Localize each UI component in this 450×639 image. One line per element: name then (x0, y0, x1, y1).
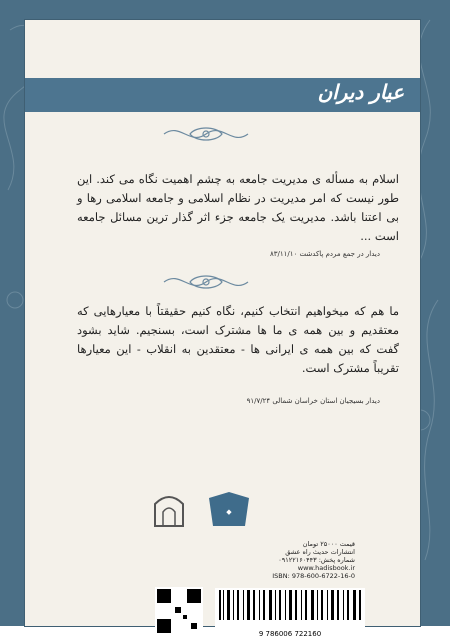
ornament-icon (160, 268, 252, 296)
barcode (215, 588, 365, 636)
publisher-info (235, 540, 355, 580)
distribution-phone: شماره پخش: ۰۹۱۲۲۱۶۰۴۴۳ (278, 556, 355, 564)
price: قیمت ۲۵۰۰۰ تومان (302, 540, 355, 548)
isbn: ISBN: 978-600-6722-16-0 (272, 572, 355, 580)
cover-title: عیار دیران (317, 80, 404, 104)
quote-1 (77, 170, 399, 246)
quote-1-text: اسلام به مسأله ی مدیریت جامعه به چشم اهمیت نگاه می کند. این طور نیست که امر مدیریت در نظام اسلامی و جامعه اسلامی رها و بی اعتنا باشد. مدیریت یک جامعه جزء اثر گذار ترین مسائل جامعه است ... (77, 172, 399, 243)
quote-2-source: دیدار بسیجیان استان خراسان شمالی ۹۱/۷/۲۴ (246, 397, 380, 405)
cover-panel (25, 20, 420, 638)
publisher-logo-icon (205, 490, 253, 530)
title-band (25, 78, 420, 112)
ornament-icon (160, 120, 252, 148)
qr-code-icon (155, 587, 203, 635)
quote-1-source: دیدار در جمع مردم پاکدشت ۸۳/۱۱/۱۰ (270, 250, 380, 258)
quote-2-text: ما هم که میخواهیم انتخاب کنیم، نگاه کنیم حقیقتاً با معیارهایی که معتقدیم و بین همه ی ما ها مشترک است، بسنجیم. شاید بشود گفت که بین همه ی ایرانی ها - معتقدین به انقلاب - این معیارها تقریباً مشترک است. (77, 304, 399, 375)
publisher-name: انتشارات حدیث راه عشق (285, 548, 355, 556)
website: www.hadisbook.ir (297, 564, 355, 572)
quote-2 (77, 302, 399, 378)
institute-logo-icon (145, 490, 193, 530)
svg-text:◆: ◆ (226, 508, 232, 516)
barcode-number: 9 786006 722160 (258, 630, 322, 638)
